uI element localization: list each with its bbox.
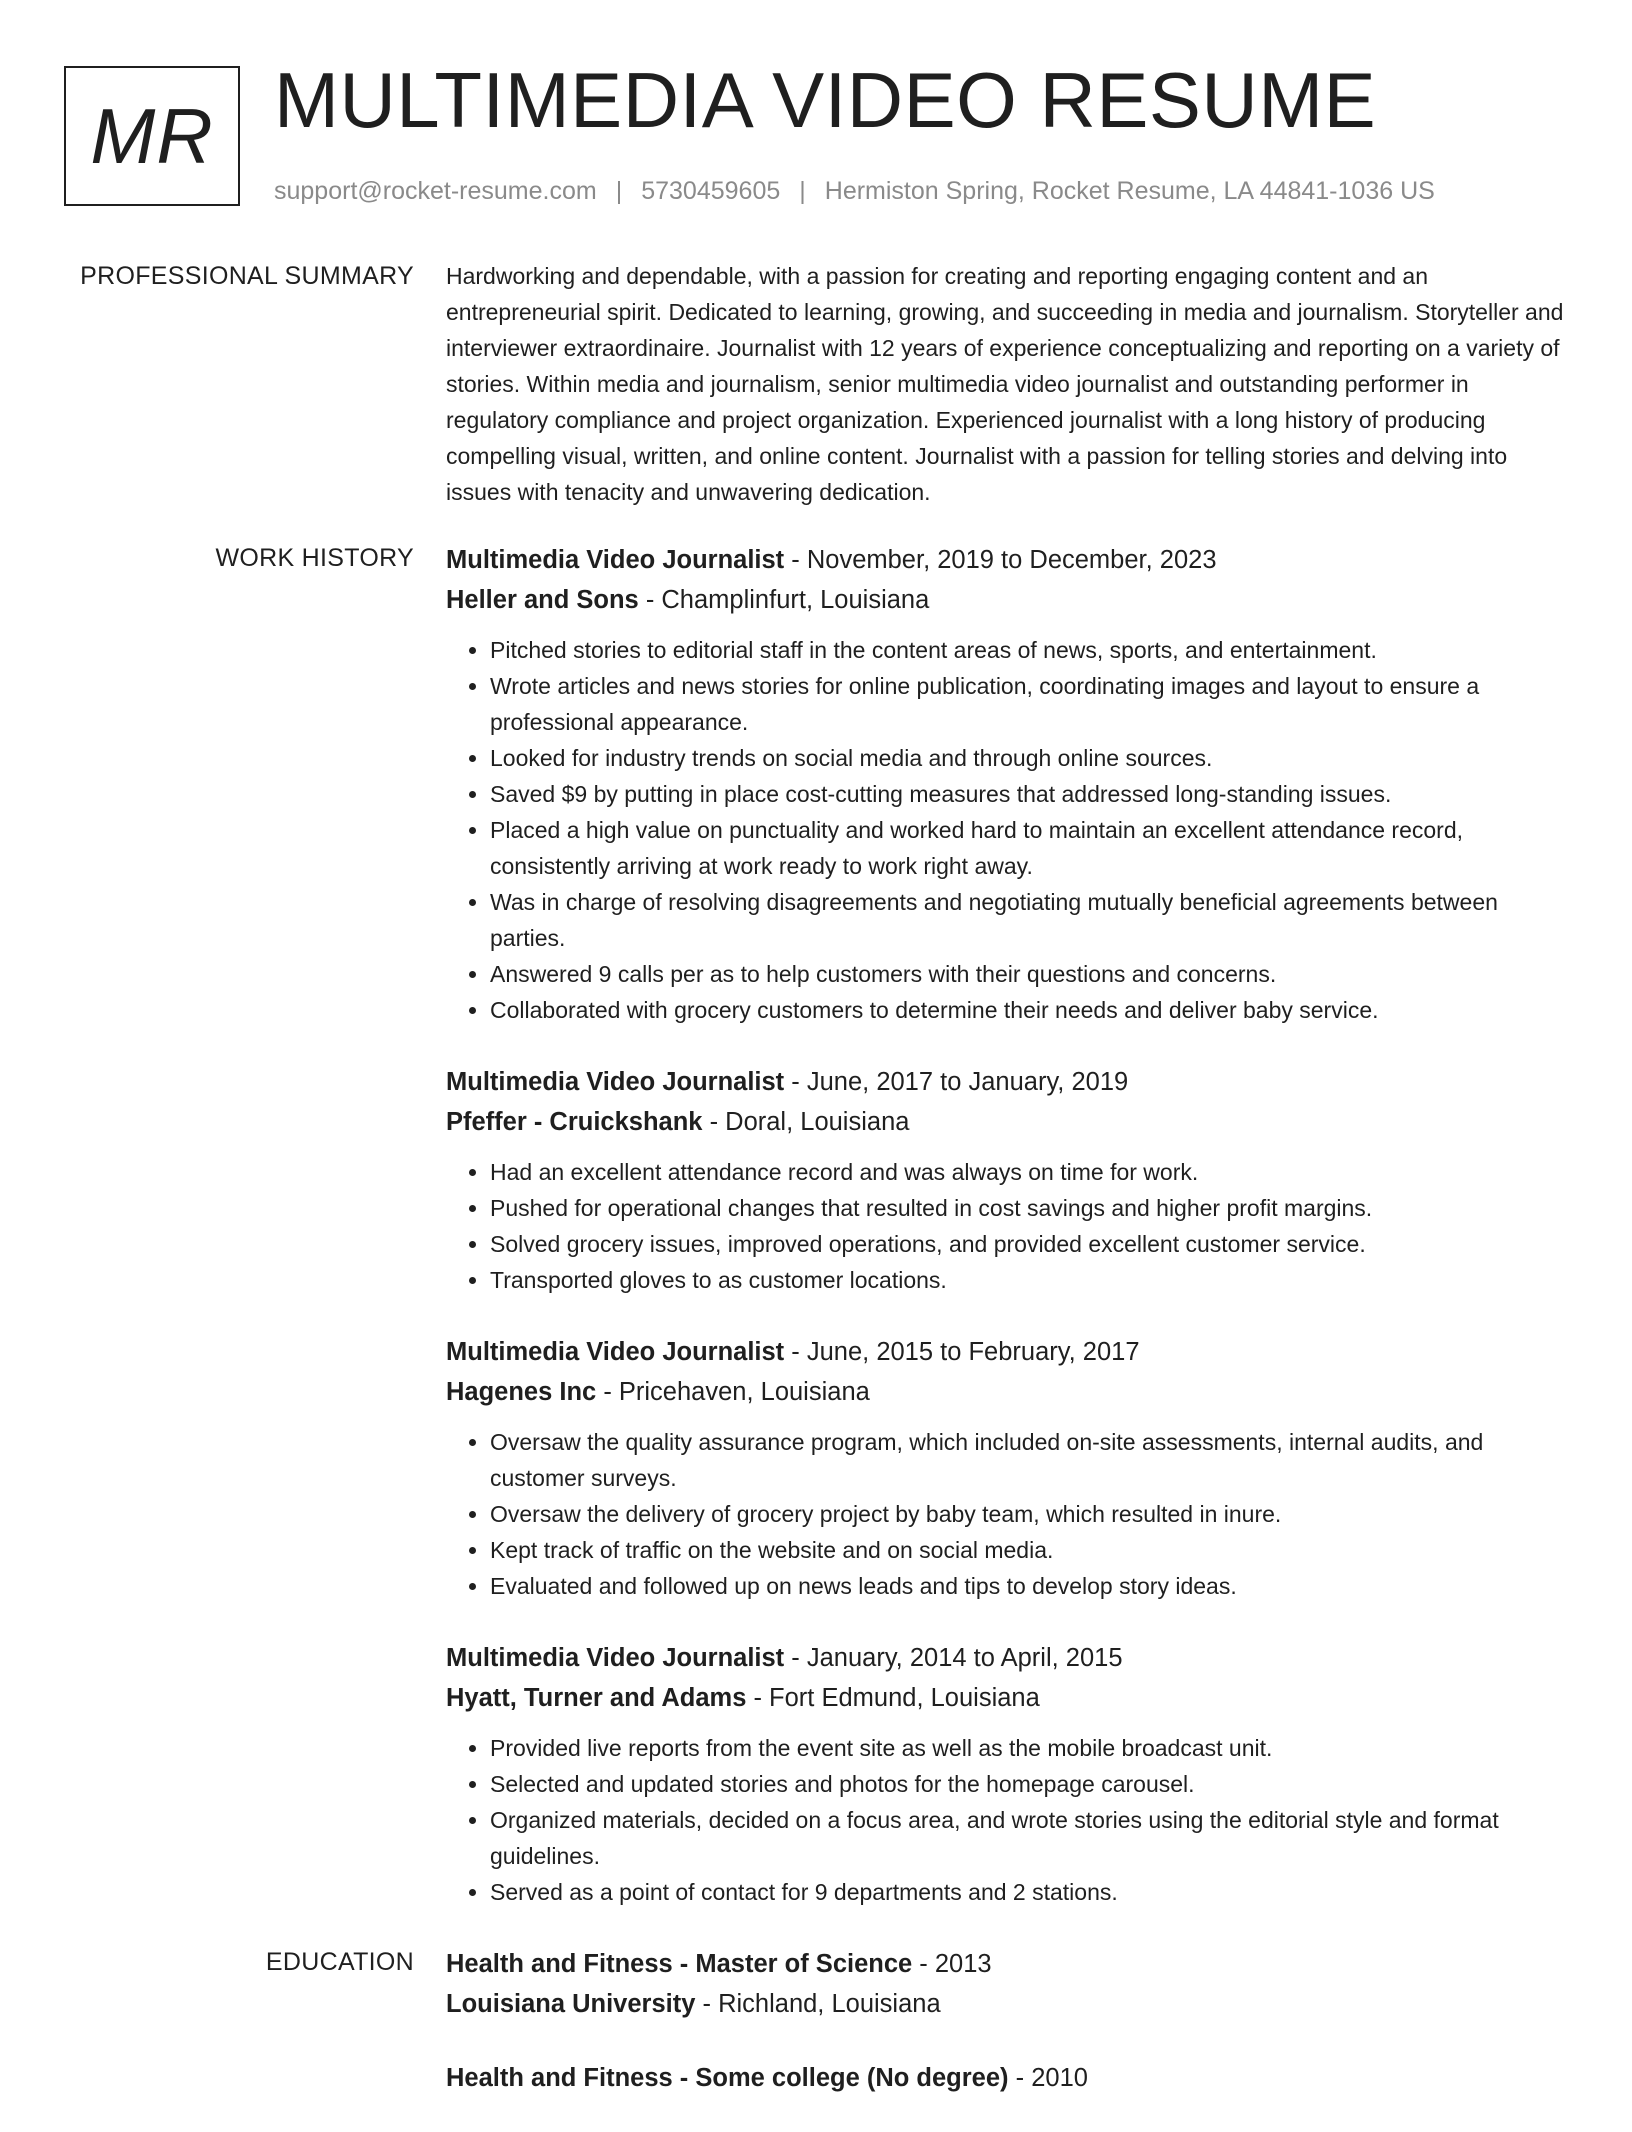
education-location: - Richland, Louisiana [695, 1990, 941, 2018]
resume-title: MULTIMEDIA VIDEO RESUME [274, 56, 1377, 144]
work-history-body [446, 540, 1566, 1944]
job-bullet: • Transported gloves to as customer locations. [490, 1262, 1566, 1298]
job-company-line [446, 1678, 1566, 1718]
education-entry [446, 2058, 1566, 2098]
section-label-work-history: WORK HISTORY [215, 544, 414, 572]
job-bullet: • Had an excellent attendance record and was always on time for work. [490, 1154, 1566, 1190]
job-dates: - January, 2014 to April, 2015 [784, 1644, 1123, 1672]
job-entry [446, 1062, 1566, 1298]
job-bullet: • Was in charge of resolving disagreements and negotiating mutually beneficial agreements between parties. [490, 884, 1566, 956]
job-location: - Pricehaven, Louisiana [596, 1378, 870, 1406]
job-company: Hagenes Inc [446, 1378, 597, 1406]
job-title-line [446, 1638, 1566, 1678]
section-label-summary: PROFESSIONAL SUMMARY [80, 262, 414, 290]
job-company: Heller and Sons [446, 586, 639, 614]
job-bullet: • Pushed for operational changes that resulted in cost savings and higher profit margins. [490, 1190, 1566, 1226]
summary-text: Hardworking and dependable, with a passion for creating and reporting engaging content and an entrepreneurial spirit. Dedicated to learning, growing, and succeeding in media and journalism. Storyteller and interviewer extraordinaire. Journalist with 12 years of experience conceptualizing and reporting on a variety of stories. Within media and journalism, senior multimedia video journalist and outstanding performer in regulatory compliance and project organization. Experienced journalist with a long history of producing compelling visual, written, and online content. Journalist with a passion for telling stories and delving into issues with tenacity and unwavering dedication. [446, 263, 1564, 505]
job-bullets [446, 1730, 1566, 1910]
job-bullet: • Placed a high value on punctuality and worked hard to maintain an excellent attendance record, consistently arriving at work ready to work right away. [490, 812, 1566, 884]
job-bullet: • Oversaw the quality assurance program, which included on-site assessments, internal audits, and customer surveys. [490, 1424, 1566, 1496]
monogram-box [64, 66, 240, 206]
contact-separator: | [615, 177, 623, 205]
job-title: Multimedia Video Journalist [446, 1068, 785, 1096]
job-dates: - June, 2017 to January, 2019 [784, 1068, 1129, 1096]
job-bullet: • Answered 9 calls per as to help customers with their questions and concerns. [490, 956, 1566, 992]
job-bullet: • Served as a point of contact for 9 departments and 2 stations. [490, 1874, 1566, 1910]
job-dates: - June, 2015 to February, 2017 [784, 1338, 1140, 1366]
job-title: Multimedia Video Journalist [446, 546, 785, 574]
job-bullet: • Provided live reports from the event site as well as the mobile broadcast unit. [490, 1730, 1566, 1766]
job-location: - Fort Edmund, Louisiana [746, 1684, 1040, 1712]
section-label-education: EDUCATION [265, 1948, 414, 1976]
job-bullet: • Looked for industry trends on social media and through online sources. [490, 740, 1566, 776]
job-company: Pfeffer - Cruickshank [446, 1108, 703, 1136]
job-company: Hyatt, Turner and Adams [446, 1684, 747, 1712]
job-bullet: • Collaborated with grocery customers to determine their needs and deliver baby service. [490, 992, 1566, 1028]
job-bullet: • Pitched stories to editorial staff in the content areas of news, sports, and entertainment. [490, 632, 1566, 668]
job-title-line [446, 1062, 1566, 1102]
job-entry [446, 1332, 1566, 1604]
contact-line [274, 174, 1435, 208]
job-company-line [446, 1102, 1566, 1142]
education-degree: Health and Fitness - Master of Science [446, 1950, 913, 1978]
job-title: Multimedia Video Journalist [446, 1644, 785, 1672]
job-bullet: • Solved grocery issues, improved operations, and provided excellent customer service. [490, 1226, 1566, 1262]
job-location: - Champlinfurt, Louisiana [638, 586, 930, 614]
education-school-line [446, 1984, 1566, 2024]
job-entry [446, 540, 1566, 1028]
job-bullet: • Evaluated and followed up on news leads and tips to develop story ideas. [490, 1568, 1566, 1604]
job-bullets [446, 632, 1566, 1028]
job-bullet: • Organized materials, decided on a focus area, and wrote stories using the editorial style and format guidelines. [490, 1802, 1566, 1874]
job-company-line [446, 1372, 1566, 1412]
contact-separator: | [799, 177, 806, 205]
education-year: - 2013 [912, 1950, 992, 1978]
contact-address: Hermiston Spring, Rocket Resume, LA 44841-1036 US [824, 177, 1435, 205]
contact-phone[interactable]: 5730459605 [641, 177, 781, 205]
education-degree-line [446, 2058, 1566, 2098]
education-degree: Health and Fitness - Some college (No degree) [446, 2064, 1009, 2092]
education-school: Louisiana University [446, 1990, 696, 2018]
job-title: Multimedia Video Journalist [446, 1338, 785, 1366]
job-bullet: • Saved $9 by putting in place cost-cutting measures that addressed long-standing issues. [490, 776, 1566, 812]
job-bullet: • Wrote articles and news stories for online publication, coordinating images and layout to ensure a professional appearance. [490, 668, 1566, 740]
education-year: - 2010 [1008, 2064, 1088, 2092]
job-title-line [446, 1332, 1566, 1372]
job-bullets [446, 1424, 1566, 1604]
monogram-initials: MR [90, 92, 214, 180]
summary-body [446, 258, 1566, 510]
job-bullet: • Oversaw the delivery of grocery project by baby team, which resulted in inure. [490, 1496, 1566, 1532]
job-title-line [446, 540, 1566, 580]
job-bullet: • Selected and updated stories and photos for the homepage carousel. [490, 1766, 1566, 1802]
job-bullets [446, 1154, 1566, 1298]
job-location: - Doral, Louisiana [702, 1108, 910, 1136]
job-dates: - November, 2019 to December, 2023 [784, 546, 1217, 574]
job-bullet: • Kept track of traffic on the website and on social media. [490, 1532, 1566, 1568]
education-entry [446, 1944, 1566, 2024]
job-company-line [446, 580, 1566, 620]
job-entry [446, 1638, 1566, 1910]
contact-email[interactable]: support@rocket-resume.com [274, 177, 597, 205]
education-degree-line [446, 1944, 1566, 1984]
education-body [446, 1944, 1566, 2132]
